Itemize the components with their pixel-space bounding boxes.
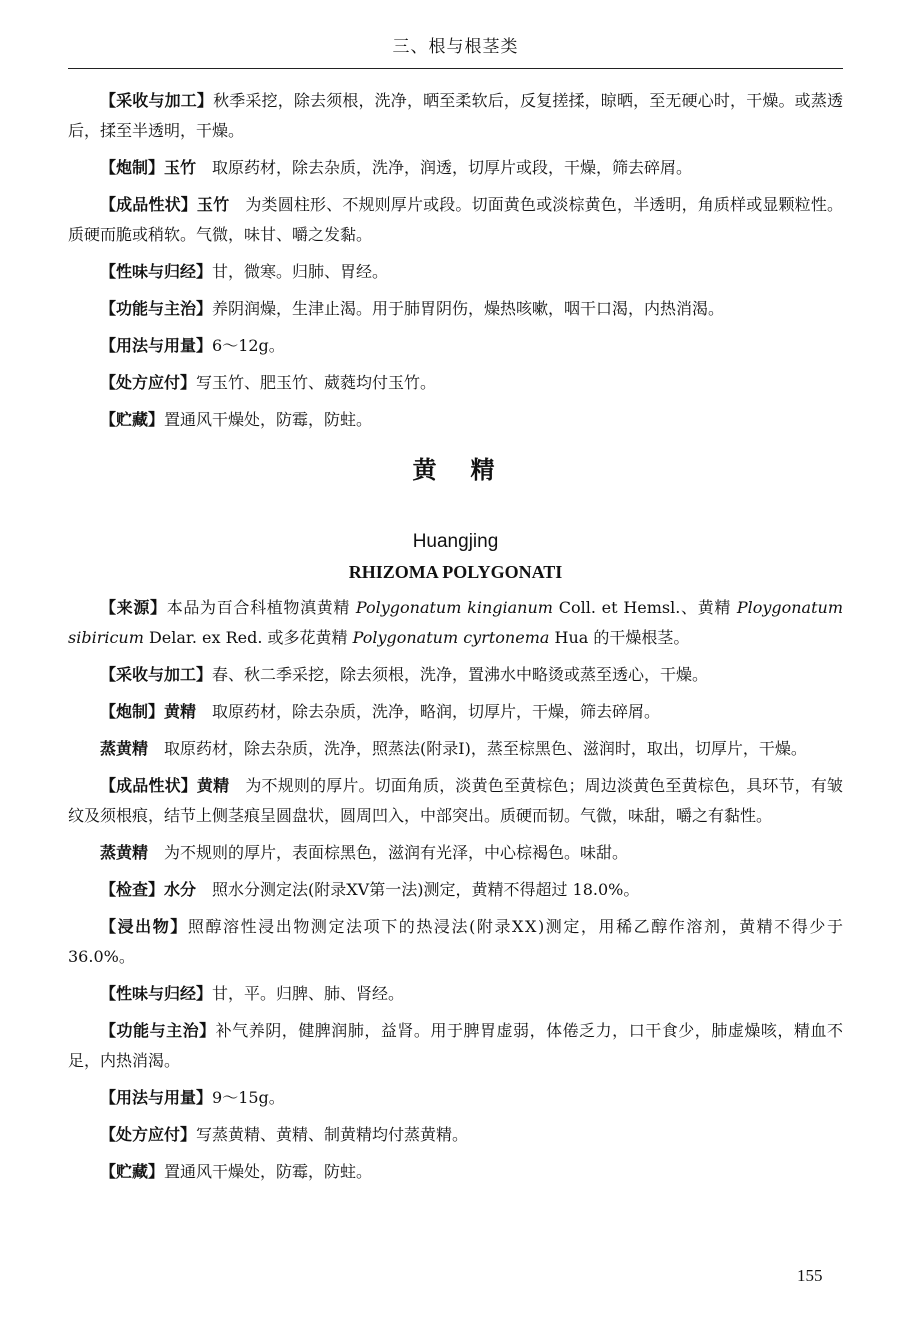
section-text: 甘，平。归脾、肺、肾经。 [212, 984, 405, 1003]
section-label: 【采收与加工】 [100, 665, 213, 684]
section-label: 【功能与主治】 [100, 1021, 216, 1040]
page-body [68, 86, 843, 1194]
yuzhu-processing [68, 153, 843, 183]
yuzhu-harvest [68, 86, 843, 146]
section-text: 6～12g。 [212, 336, 285, 355]
entry-latin-name: RHIZOMA POLYGONATI [348, 562, 563, 582]
section-label: 【性味与归经】 [100, 984, 213, 1003]
yuzhu-dosage [68, 331, 843, 361]
page-number: 155 [797, 1266, 823, 1285]
section-label: 【浸出物】 [100, 917, 188, 936]
section-text: 置通风干燥处，防霉，防蛀。 [164, 410, 373, 429]
species-name: Ploygonatum sibiricum [68, 598, 843, 647]
section-label: 【炮制】玉竹 [100, 158, 197, 177]
section-text: 照水分测定法(附录ⅩⅤ第一法)测定，黄精不得超过 18.0%。 [196, 880, 640, 899]
section-text: 写玉竹、肥玉竹、葳蕤均付玉竹。 [196, 373, 437, 392]
section-label: 蒸黄精 [100, 739, 149, 758]
yuzhu-nature-meridian [68, 257, 843, 287]
section-text: 春、秋二季采挖，除去须根，洗净，置沸水中略烫或蒸至透心，干燥。 [212, 665, 709, 684]
section-label: 【采收与加工】 [100, 91, 214, 110]
entry-pinyin: Huangjing [412, 531, 499, 552]
section-label: 蒸黄精 [100, 843, 149, 862]
section-label: 【成品性状】黄精 [100, 776, 230, 795]
section-text: 置通风干燥处，防霉，防蛀。 [164, 1162, 373, 1181]
section-text: 取原药材，除去杂质，洗净，润透，切厚片或段，干燥，筛去碎屑。 [196, 158, 693, 177]
section-text: 写蒸黄精、黄精、制黄精均付蒸黄精。 [196, 1125, 469, 1144]
yuzhu-characteristics [68, 190, 843, 250]
huangjing-moisture-check [68, 875, 843, 905]
steamed-huangjing-processing [68, 734, 843, 764]
section-label: 【贮藏】 [100, 1162, 165, 1181]
yuzhu-prescription [68, 368, 843, 398]
section-text: 本品为百合科植物滇黄精 [166, 598, 356, 617]
section-text: Delar. ex Red. 或多花黄精 [143, 628, 353, 647]
huangjing-harvest [68, 660, 843, 690]
huangjing-processing [68, 697, 843, 727]
section-text: 9～15g。 [212, 1088, 285, 1107]
huangjing-storage [68, 1157, 843, 1187]
running-header-title: 三、根与根茎类 [392, 37, 519, 57]
yuzhu-function [68, 294, 843, 324]
huangjing-source [68, 593, 843, 653]
section-text: 补气养阴，健脾润肺，益肾。用于脾胃虚弱，体倦乏力，口干食少，肺虚燥咳，精血不足，内热消渴。 [68, 1021, 843, 1070]
huangjing-characteristics [68, 771, 843, 831]
section-text: Hua 的干燥根茎。 [549, 628, 690, 647]
yuzhu-storage [68, 405, 843, 435]
section-label: 【贮藏】 [100, 410, 165, 429]
running-header [68, 28, 843, 69]
section-label: 【来源】 [100, 598, 167, 617]
huangjing-prescription [68, 1120, 843, 1150]
section-text: 为不规则的厚片，表面棕黑色，滋润有光泽，中心棕褐色。味甜。 [148, 843, 629, 862]
section-text: 取原药材，除去杂质，洗净，照蒸法(附录Ⅰ)，蒸至棕黑色、滋润时，取出，切厚片，干燥。 [148, 739, 807, 758]
section-label: 【性味与归经】 [100, 262, 213, 281]
section-label: 【功能与主治】 [100, 299, 213, 318]
section-text: 甘，微寒。归肺、胃经。 [212, 262, 389, 281]
section-label: 【炮制】黄精 [100, 702, 197, 721]
huangjing-dosage [68, 1083, 843, 1113]
section-text: 取原药材，除去杂质，洗净，略润，切厚片，干燥，筛去碎屑。 [196, 702, 661, 721]
section-label: 【成品性状】玉竹 [100, 195, 230, 214]
huangjing-function [68, 1016, 843, 1076]
section-label: 【处方应付】 [100, 373, 197, 392]
section-label: 【检查】水分 [100, 880, 197, 899]
species-name: Polygonatum kingianum [355, 598, 553, 617]
section-text: 为类圆柱形、不规则厚片或段。切面黄色或淡棕黄色，半透明，角质样或显颗粒性。质硬而脆或稍软。气微，味甘、嚼之发黏。 [68, 195, 843, 244]
section-text: 为不规则的厚片。切面角质，淡黄色至黄棕色；周边淡黄色至黄棕色，具环节，有皱纹及须根痕，结节上侧茎痕呈圆盘状，圆周凹入，中部突出。质硬而韧。气微，味甜，嚼之有黏性。 [68, 776, 843, 825]
entry-title: 黄精 [412, 456, 529, 484]
section-text: Coll. et Hemsl.、黄精 [552, 598, 737, 617]
species-name: Polygonatum cyrtonema [352, 628, 550, 647]
section-label: 【用法与用量】 [100, 1088, 213, 1107]
section-label: 【处方应付】 [100, 1125, 197, 1144]
section-text: 养阴润燥，生津止渴。用于肺胃阴伤，燥热咳嗽，咽干口渴，内热消渴。 [212, 299, 725, 318]
section-text: 秋季采挖，除去须根，洗净，晒至柔软后，反复搓揉，晾晒，至无硬心时，干燥。或蒸透后，揉至半透明，干燥。 [68, 91, 843, 140]
section-text: 照醇溶性浸出物测定法项下的热浸法(附录ⅩⅩ)测定，用稀乙醇作溶剂，黄精不得少于 36.0%。 [68, 917, 843, 966]
steamed-huangjing-characteristics [68, 838, 843, 868]
huangjing-nature-meridian [68, 979, 843, 1009]
section-label: 【用法与用量】 [100, 336, 213, 355]
huangjing-extract [68, 912, 843, 972]
